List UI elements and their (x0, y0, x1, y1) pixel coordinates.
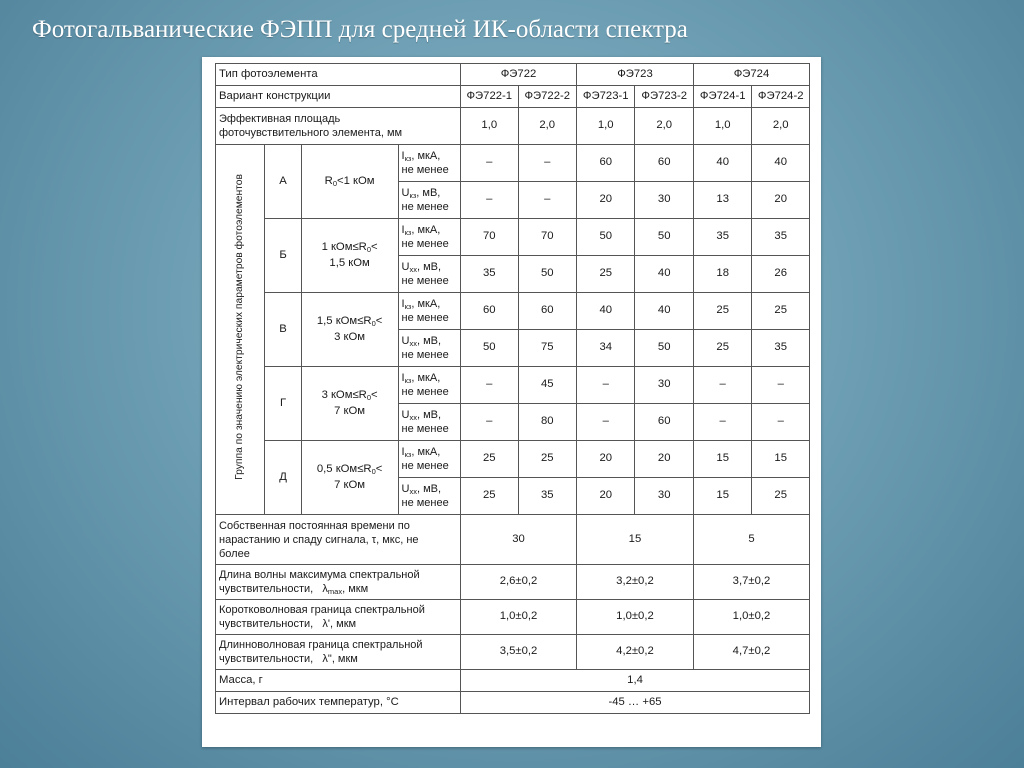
value-cell: 4,2±0,2 (576, 635, 693, 670)
r0-bound: <1 кОм (337, 174, 375, 187)
uoc-subscript: хх (409, 487, 417, 496)
value-cell: 35 (693, 219, 751, 256)
r0-subscript: 0 (366, 245, 372, 254)
r0-upper-bound: 7 кОм (334, 404, 366, 417)
param-isc-label (398, 293, 461, 330)
value-cell: 50 (518, 256, 576, 293)
lambda-unit: , мкм (330, 618, 357, 630)
tau-label-line3: более (219, 547, 250, 560)
group-letter: Г (265, 367, 301, 441)
param-isc-label (398, 367, 461, 404)
lambda-short-label-line1: Коротковолновая граница спектральной (219, 604, 425, 616)
value-cell: – (518, 145, 576, 182)
param-isc-label (398, 219, 461, 256)
value-cell: – (461, 182, 518, 219)
lambda-long-label-line2: чувствительности, (219, 653, 314, 665)
area-cell: 2,0 (635, 108, 693, 145)
uoc-subscript: хх (409, 265, 417, 274)
uoc-symbol: U (401, 187, 410, 199)
table-row-variant (216, 86, 810, 108)
lambda-max-label-line1: Длина волны максимума спектральной (219, 569, 420, 581)
lambda-unit: , мкм (331, 653, 358, 665)
lambda-short-label-line2: чувствительности, (219, 618, 314, 630)
uoc-unit: , мВ, (416, 261, 442, 273)
lambda-long-symbol: λ" (322, 653, 332, 665)
group-letter: Б (265, 219, 301, 293)
tau-label-line1: Собственная постоянная времени по (219, 519, 410, 532)
value-cell: 50 (576, 219, 634, 256)
value-cell: 35 (752, 330, 810, 367)
value-cell: 30 (635, 182, 693, 219)
uoc-unit: , мВ, (416, 483, 442, 495)
value-cell: 1,0±0,2 (461, 600, 577, 635)
r0-upper-bound: 7 кОм (334, 478, 366, 491)
group-side-label (216, 145, 265, 515)
value-cell: 3,2±0,2 (576, 565, 693, 600)
param-min-text: не менее (401, 423, 449, 435)
value-cell: 30 (461, 515, 577, 565)
value-cell: 20 (635, 441, 693, 478)
r0-lower-bound: 0,5 кОм≤R (316, 463, 372, 475)
r0-less-than: < (371, 389, 378, 401)
variant-cell: ФЭ724-1 (693, 86, 751, 108)
lambda-max-label-line2: чувствительности, (219, 583, 314, 595)
table-row-lambda-short (216, 600, 810, 635)
value-cell: 50 (635, 219, 693, 256)
param-min-text: не менее (401, 312, 449, 324)
value-cell: 60 (461, 293, 518, 330)
value-cell: 1,0±0,2 (576, 600, 693, 635)
r0-symbol: R (324, 174, 333, 187)
value-cell: 40 (576, 293, 634, 330)
param-uoc-label (398, 404, 461, 441)
isc-subscript: кз (404, 376, 412, 385)
variant-cell: ФЭ723-2 (635, 86, 693, 108)
r0-subscript: 0 (366, 393, 372, 402)
value-cell: 25 (693, 293, 751, 330)
value-cell: 25 (518, 441, 576, 478)
value-cell: 15 (693, 478, 751, 515)
mass-label: Масса, г (216, 670, 461, 692)
param-min-text: не менее (401, 460, 449, 472)
group-letter: В (265, 293, 301, 367)
group-letter: Д (265, 441, 301, 515)
table-row-type (216, 64, 810, 86)
value-cell: – (752, 367, 810, 404)
tau-label-line2: нарастанию и спаду сигнала, (219, 533, 369, 546)
value-cell: 40 (693, 145, 751, 182)
table-row-lambda-max (216, 565, 810, 600)
value-cell: 20 (752, 182, 810, 219)
lambda-symbol: λ (322, 583, 328, 595)
value-cell: 13 (693, 182, 751, 219)
value-cell: 20 (576, 478, 634, 515)
group-r0-range (301, 145, 398, 219)
isc-subscript: кз (404, 302, 412, 311)
r0-subscript: 0 (371, 319, 376, 328)
uoc-subscript: хх (409, 339, 417, 348)
value-cell: 60 (518, 293, 576, 330)
table-image (202, 57, 821, 747)
r0-upper-bound: 1,5 кОм (329, 256, 370, 269)
isc-subscript: кз (404, 154, 412, 163)
isc-unit: , мкА, (411, 372, 441, 384)
r0-subscript: 0 (371, 467, 376, 476)
variant-cell: ФЭ722-2 (518, 86, 576, 108)
isc-symbol: I (401, 446, 405, 458)
type-label: Тип фотоэлемента (216, 64, 461, 86)
value-cell: 50 (635, 330, 693, 367)
table-row-group-b-isc (216, 219, 810, 256)
table-row-mass (216, 670, 810, 692)
value-cell: – (752, 404, 810, 441)
lambda-long-label-line1: Длинноволновая граница спектральной (219, 639, 423, 651)
value-cell: 15 (576, 515, 693, 565)
value-cell: 20 (576, 441, 634, 478)
r0-less-than: < (375, 463, 383, 475)
value-cell: 60 (635, 404, 693, 441)
value-cell: 26 (752, 256, 810, 293)
area-cell: 1,0 (693, 108, 751, 145)
value-cell: – (461, 404, 518, 441)
value-cell: – (693, 404, 751, 441)
param-min-text: не менее (401, 386, 449, 398)
area-cell: 1,0 (576, 108, 634, 145)
value-cell: 70 (518, 219, 576, 256)
table-row-group-g-isc (216, 367, 810, 404)
group-letter: А (265, 145, 301, 219)
table-row-lambda-long (216, 635, 810, 670)
value-cell: 40 (752, 145, 810, 182)
temperature-label: Интервал рабочих температур, °С (216, 692, 461, 714)
value-cell: 80 (518, 404, 576, 441)
type-cell: ФЭ723 (576, 64, 693, 86)
mass-value: 1,4 (461, 670, 810, 692)
isc-subscript: кз (404, 450, 412, 459)
value-cell: 15 (693, 441, 751, 478)
area-label-line1: Эффективная площадь (219, 113, 341, 125)
value-cell: 35 (518, 478, 576, 515)
uoc-symbol: U (401, 483, 410, 495)
value-cell: 25 (461, 478, 518, 515)
area-label-line2: фоточувствительного элемента, мм (219, 127, 403, 139)
value-cell: 25 (576, 256, 634, 293)
isc-symbol: I (401, 372, 405, 384)
group-side-label-text: Группа по значению электрических параметров фотоэлементов (234, 173, 246, 480)
param-min-text: не менее (401, 497, 449, 509)
temperature-value: -45 … +65 (461, 692, 810, 714)
lambda-max-label (216, 565, 461, 600)
isc-subscript: кз (404, 228, 412, 237)
lambda-unit: , мкм (342, 583, 369, 595)
r0-lower-bound: 3 кОм≤R (321, 389, 367, 401)
value-cell: 4,7±0,2 (693, 635, 809, 670)
value-cell: 25 (693, 330, 751, 367)
value-cell: – (693, 367, 751, 404)
param-min-text: не менее (401, 275, 449, 287)
type-cell: ФЭ724 (693, 64, 809, 86)
group-r0-range (301, 293, 398, 367)
value-cell: 5 (693, 515, 809, 565)
time-constant-label (216, 515, 461, 565)
isc-symbol: I (401, 298, 405, 310)
variant-label: Вариант конструкции (216, 86, 461, 108)
param-min-text: не менее (401, 349, 449, 361)
r0-less-than: < (375, 315, 383, 327)
variant-cell: ФЭ724-2 (752, 86, 810, 108)
value-cell: 40 (635, 293, 693, 330)
value-cell: 40 (635, 256, 693, 293)
area-cell: 2,0 (518, 108, 576, 145)
uoc-symbol: U (401, 409, 410, 421)
slide-title: Фотогальванические ФЭПП для средней ИК-области спектра (32, 16, 688, 43)
param-min-text: не менее (401, 238, 449, 250)
uoc-subscript: кз (409, 191, 417, 200)
table-row-group-v-isc (216, 293, 810, 330)
table-row-group-a-isc (216, 145, 810, 182)
param-uoc-label (398, 256, 461, 293)
value-cell: 25 (752, 293, 810, 330)
table-row-area (216, 108, 810, 145)
r0-upper-bound: 3 кОм (334, 330, 366, 343)
isc-unit: , мкА, (411, 298, 441, 310)
param-uoc-label (398, 182, 461, 219)
uoc-unit: , мВ, (416, 409, 442, 421)
group-r0-range (301, 219, 398, 293)
value-cell: 20 (576, 182, 634, 219)
tau-unit: , мкс, не (376, 533, 419, 546)
group-r0-range (301, 441, 398, 515)
value-cell: 30 (635, 367, 693, 404)
photocell-parameters-table (215, 63, 810, 714)
isc-unit: , мкА, (411, 224, 441, 236)
r0-lower-bound: 1 кОм≤R (321, 241, 367, 253)
value-cell: 75 (518, 330, 576, 367)
group-r0-range (301, 367, 398, 441)
uoc-unit: , мВ, (416, 335, 442, 347)
lambda-long-label (216, 635, 461, 670)
value-cell: – (461, 367, 518, 404)
uoc-subscript: хх (409, 413, 417, 422)
value-cell: 3,5±0,2 (461, 635, 577, 670)
value-cell: 25 (461, 441, 518, 478)
value-cell: 3,7±0,2 (693, 565, 809, 600)
uoc-unit: , мВ, (416, 187, 441, 199)
uoc-symbol: U (401, 261, 410, 273)
value-cell: 30 (635, 478, 693, 515)
r0-lower-bound: 1,5 кОм≤R (316, 315, 372, 327)
param-uoc-label (398, 330, 461, 367)
value-cell: 15 (752, 441, 810, 478)
tau-symbol: τ (371, 533, 377, 546)
value-cell: 35 (461, 256, 518, 293)
value-cell: 18 (693, 256, 751, 293)
value-cell: 35 (752, 219, 810, 256)
variant-cell: ФЭ723-1 (576, 86, 634, 108)
param-min-text: не менее (401, 201, 449, 213)
lambda-short-label (216, 600, 461, 635)
value-cell: 25 (752, 478, 810, 515)
lambda-short-symbol: λ' (322, 618, 331, 630)
isc-unit: , мкА, (411, 150, 441, 162)
value-cell: 60 (635, 145, 693, 182)
table-row-time-constant (216, 515, 810, 565)
value-cell: – (576, 404, 634, 441)
param-isc-label (398, 441, 461, 478)
isc-symbol: I (401, 224, 405, 236)
value-cell: – (518, 182, 576, 219)
value-cell: 34 (576, 330, 634, 367)
lambda-max-subscript: max (327, 587, 343, 596)
value-cell: 45 (518, 367, 576, 404)
isc-unit: , мкА, (411, 446, 441, 458)
value-cell: – (461, 145, 518, 182)
param-min-text: не менее (401, 164, 449, 176)
value-cell: – (576, 367, 634, 404)
table-row-group-d-isc (216, 441, 810, 478)
area-label (216, 108, 461, 145)
isc-symbol: I (401, 150, 405, 162)
type-cell: ФЭ722 (461, 64, 577, 86)
value-cell: 1,0±0,2 (693, 600, 809, 635)
value-cell: 2,6±0,2 (461, 565, 577, 600)
value-cell: 50 (461, 330, 518, 367)
variant-cell: ФЭ722-1 (461, 86, 518, 108)
param-isc-label (398, 145, 461, 182)
value-cell: 60 (576, 145, 634, 182)
param-uoc-label (398, 478, 461, 515)
r0-subscript: 0 (332, 178, 338, 188)
uoc-symbol: U (401, 335, 410, 347)
value-cell: 70 (461, 219, 518, 256)
r0-less-than: < (371, 241, 378, 253)
area-cell: 2,0 (752, 108, 810, 145)
table-row-temperature (216, 692, 810, 714)
area-cell: 1,0 (461, 108, 518, 145)
